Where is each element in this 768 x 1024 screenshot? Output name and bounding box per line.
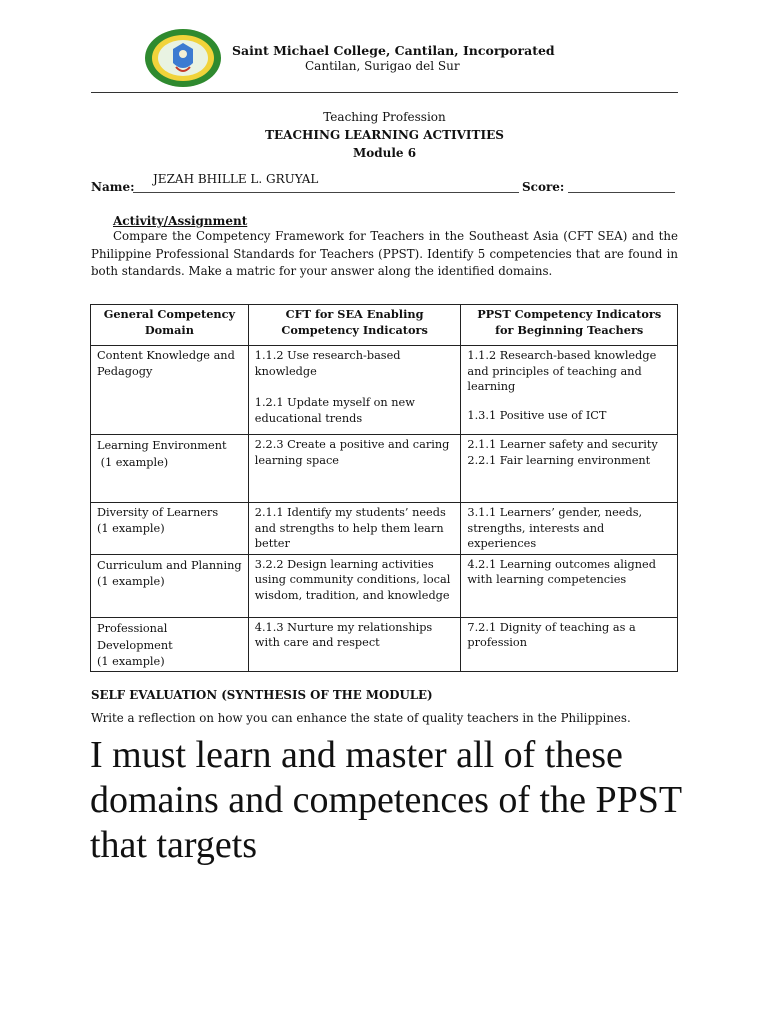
competency-matrix — [90, 304, 678, 672]
table-row — [91, 554, 678, 617]
reflection-text: I must learn and master all of these domains and competences of the PPST that targets — [90, 734, 682, 866]
activity-instructions: Compare the Competency Framework for Teachers in the Southeast Asia (CFT SEA) and the Philippine Professional Standards for Teachers (PPST). Identify 5 competencies that are found in both standards. Make a matric for your answer along the identified domains. — [91, 229, 678, 278]
domain-note: (1 example) — [97, 574, 165, 588]
school-location: Cantilan, Surigao del Sur — [305, 59, 460, 73]
score-line — [568, 192, 675, 193]
cft-cell — [248, 346, 461, 435]
domain-cell — [91, 503, 249, 555]
cft-indicator: 1.2.1 Update myself on new educational trends — [254, 396, 415, 425]
cft-cell: 4.1.3 Nurture my relationships with care and respect — [248, 617, 461, 672]
cft-cell: 2.2.3 Create a positive and caring learning space — [248, 435, 461, 503]
module-title: Module 6 — [352, 146, 417, 160]
student-name: JEZAH BHILLE L. GRUYAL — [153, 172, 319, 186]
self-evaluation-title: SELF EVALUATION (SYNTHESIS OF THE MODULE) — [91, 688, 433, 702]
cft-cell: 2.1.1 Identify my students’ needs and strengths to help them learn better — [248, 503, 461, 555]
subject-title: Teaching Profession — [323, 110, 446, 124]
ppst-cell — [461, 346, 678, 435]
cft-cell: 3.2.2 Design learning activities using community conditions, local wisdom, tradition, and knowledge — [248, 554, 461, 617]
domain-cell — [91, 617, 249, 672]
cft-indicator: 1.1.2 Use research-based knowledge — [254, 349, 401, 378]
table-row — [91, 435, 678, 503]
domain-note: (1 example) — [97, 654, 165, 668]
score-label: Score: — [522, 180, 565, 194]
name-label: Name: — [91, 180, 135, 194]
domain-note: (1 example) — [97, 521, 165, 535]
domain-name: Curriculum and Planning — [97, 558, 242, 572]
table-header-row — [91, 305, 678, 346]
header-ppst: PPST Competency Indicators for Beginning Teachers — [461, 305, 678, 346]
school-seal-icon — [143, 27, 223, 89]
ppst-indicator: 1.1.2 Research-based knowledge and principles of teaching and learning — [467, 349, 657, 393]
ppst-indicator: 2.2.1 Fair learning environment — [467, 453, 651, 467]
table-row — [91, 617, 678, 672]
ppst-cell: 3.1.1 Learners’ gender, needs, strengths, interests and experiences — [461, 503, 678, 555]
school-name: Saint Michael College, Cantilan, Incorporated — [232, 43, 555, 58]
ppst-cell: 4.2.1 Learning outcomes aligned with learning competencies — [461, 554, 678, 617]
self-evaluation-prompt: Write a reflection on how you can enhance the state of quality teachers in the Philippines. — [91, 711, 631, 725]
activity-title: Activity/Assignment — [113, 214, 248, 228]
table-row — [91, 346, 678, 435]
ppst-indicator: 1.3.1 Positive use of ICT — [467, 408, 607, 422]
header-divider — [91, 92, 678, 93]
domain-name: Diversity of Learners — [97, 506, 219, 519]
ppst-cell: 7.2.1 Dignity of teaching as a profession — [461, 617, 678, 672]
domain-name: Professional Development — [97, 621, 173, 652]
domain-cell — [91, 435, 249, 503]
header-cft: CFT for SEA Enabling Competency Indicators — [248, 305, 461, 346]
domain-cell — [91, 554, 249, 617]
ppst-indicator: 2.1.1 Learner safety and security — [467, 438, 658, 451]
domain-name: Learning Environment — [97, 439, 227, 452]
domain-note: (1 example) — [97, 456, 169, 469]
table-row — [91, 503, 678, 555]
activity-type-title: TEACHING LEARNING ACTIVITIES — [265, 128, 504, 142]
header-domain: General Competency Domain — [91, 305, 249, 346]
ppst-cell — [461, 435, 678, 503]
name-line — [133, 192, 519, 193]
domain-cell: Content Knowledge and Pedagogy — [91, 346, 249, 435]
